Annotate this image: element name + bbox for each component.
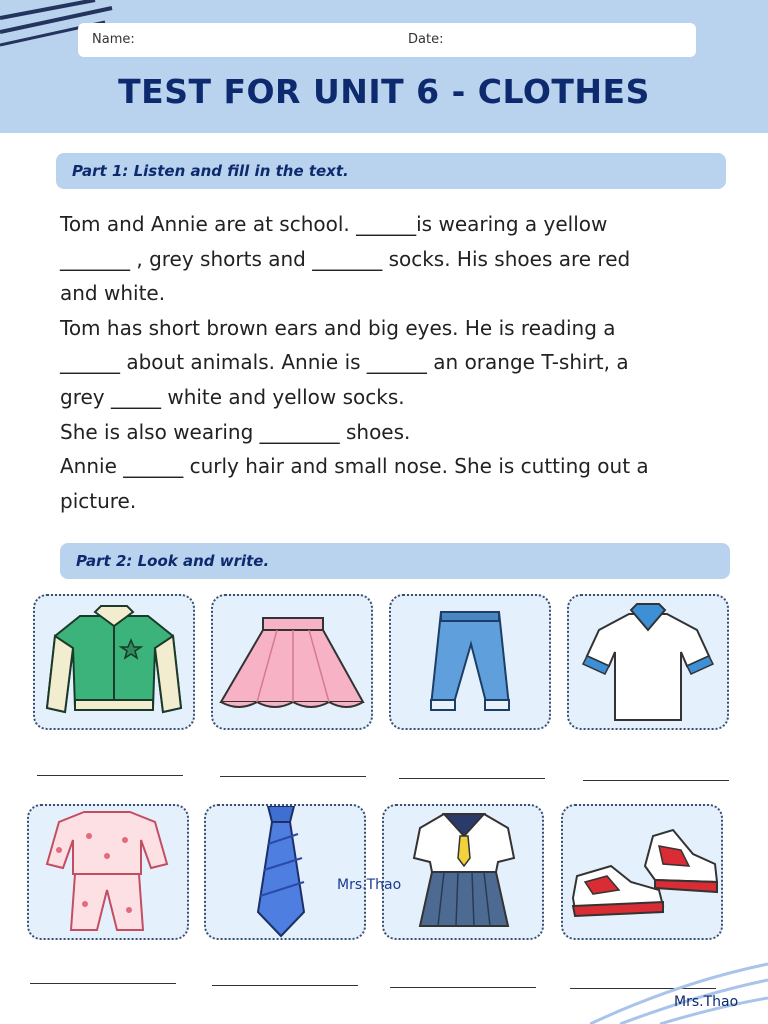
- answer-line[interactable]: [30, 983, 176, 984]
- answer-line[interactable]: [212, 985, 358, 986]
- pink-skirt-icon: [213, 596, 371, 728]
- jeans-icon: [391, 596, 549, 728]
- picture-card-sneakers: [561, 804, 723, 940]
- name-date-bar: [78, 23, 696, 57]
- school-uniform-icon: [384, 806, 542, 938]
- date-label: Date:: [408, 32, 444, 47]
- answer-line[interactable]: [390, 987, 536, 988]
- picture-card-uniform: [382, 804, 544, 940]
- corner-swoosh-decoration: [590, 960, 768, 1024]
- passage-line: Annie ______ curly hair and small nose. She is cutting out a: [60, 454, 649, 479]
- sneakers-icon: [563, 806, 721, 938]
- answer-line[interactable]: [399, 778, 545, 779]
- picture-card-skirt: [211, 594, 373, 730]
- watermark-center: Mrs.Thao: [337, 877, 402, 893]
- passage-line: grey _____ white and yellow socks.: [60, 384, 405, 409]
- answer-line[interactable]: [220, 776, 366, 777]
- part1-heading: Part 1: Listen and fill in the text.: [72, 162, 349, 180]
- picture-card-tie: [204, 804, 366, 940]
- name-label: Name:: [92, 32, 135, 47]
- pajamas-icon: [29, 806, 187, 938]
- picture-card-pajamas: [27, 804, 189, 940]
- part2-heading-bar: [60, 543, 730, 579]
- passage-line: picture.: [60, 488, 137, 513]
- passage-line: _______ , grey shorts and _______ socks. His shoes are red: [60, 246, 631, 271]
- answer-line[interactable]: [583, 780, 729, 781]
- part1-heading-bar: [56, 153, 726, 189]
- passage-line: She is also wearing ________ shoes.: [60, 419, 411, 444]
- passage-line: ______ about animals. Annie is ______ an orange T-shirt, a: [60, 350, 629, 375]
- picture-card-shirt: [567, 594, 729, 730]
- page-title: TEST FOR UNIT 6 - CLOTHES: [118, 72, 650, 111]
- passage-line: and white.: [60, 281, 166, 306]
- passage-line: Tom has short brown ears and big eyes. He is reading a: [60, 315, 616, 340]
- watermark-corner: Mrs.Thao: [674, 994, 739, 1010]
- fill-in-passage: [60, 207, 740, 518]
- varsity-jacket-icon: [35, 596, 193, 728]
- necktie-icon: [206, 806, 364, 938]
- picture-card-jacket: [33, 594, 195, 730]
- part2-heading: Part 2: Look and write.: [76, 552, 270, 570]
- answer-line[interactable]: [37, 775, 183, 776]
- passage-line: Tom and Annie are at school. ______is wearing a yellow: [60, 212, 608, 236]
- picture-card-jeans: [389, 594, 551, 730]
- polo-shirt-icon: [569, 596, 727, 728]
